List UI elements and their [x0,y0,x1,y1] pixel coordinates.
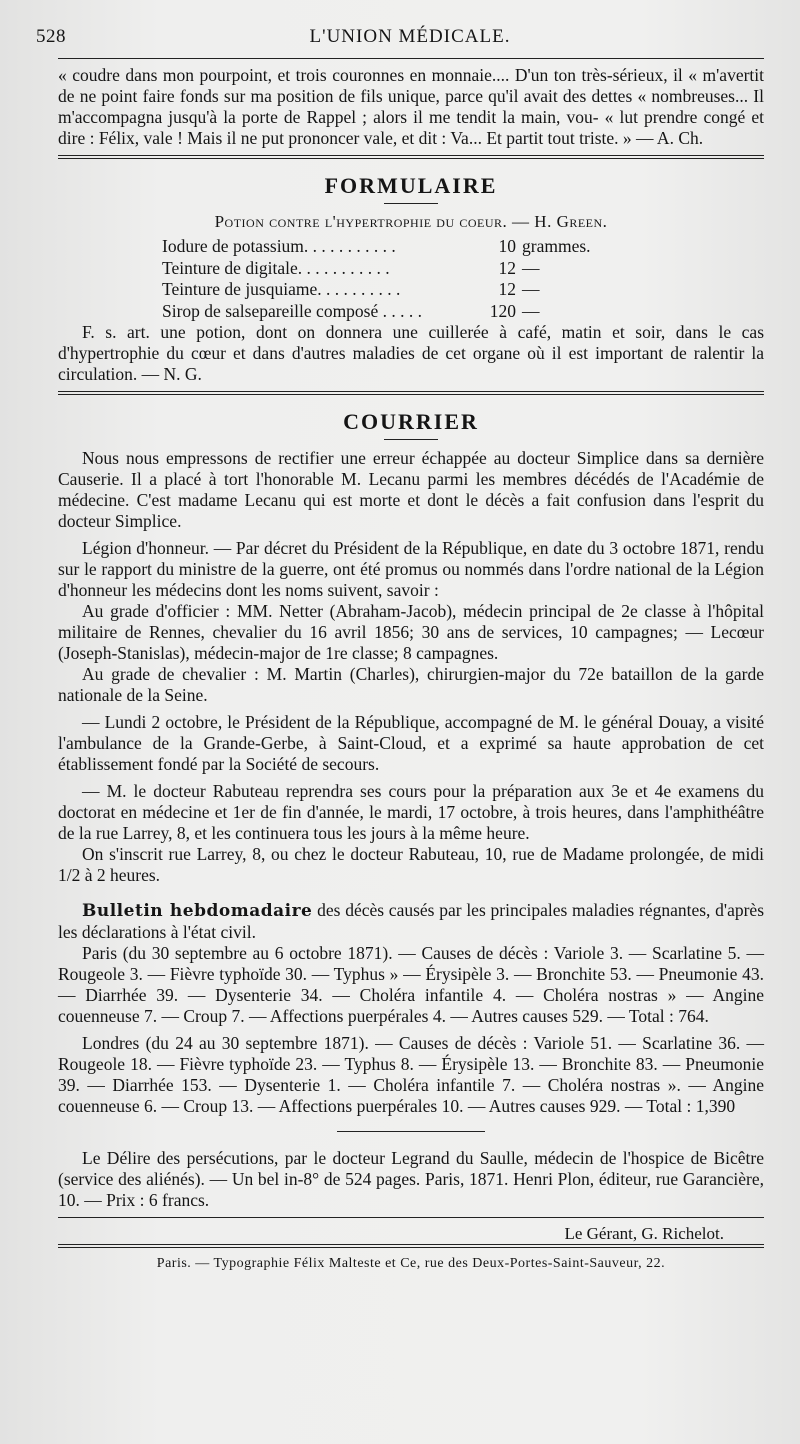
title-rule [384,439,438,440]
bulletin-londres: Londres (du 24 au 30 septembre 1871). — Causes de décès : Variole 51. — Scarlatine 36. — Rougeole 18. — Fièvre typhoïde 23. — Typhus 8. — Érysipèle 13. — Bronchite 83. — Pneumonie 39. — Diarrhée 153. — Dysenterie 1. — Choléra infantile 7. — Choléra nostras ». — Angine couenneuse 6. — Croup 13. — Affections puerpérales 10. — Autres causes 929. — Total : 1,390 [58,1033,764,1116]
bulletin-intro-text: des décès causés par les principales maladies régnantes, d'après les déclarations à l'état civil. [58,900,764,942]
footer-double-rule [58,1244,764,1248]
formulaire-instructions: F. s. art. une potion, dont on donnera une cuillerée à café, matin et soir, dans le cas d'hypertrophie du cœur et dans d'autres maladies de cet organe où il est important de ralentir la circulation. — N. G. [58,322,764,384]
bulletin-paris: Paris (du 30 septembre au 6 octobre 1871). — Causes de décès : Variole 3. — Scarlatine 5. — Rougeole 3. — Fièvre typhoïde 30. — Typhus » — Érysipèle 3. — Bronchite 53. — Pneumonie 43. — Diarrhée 39. — Dysenterie 34. — Choléra infantile 4. — Choléra nostras » — Angine couenneuse 7. — Croup 7. — Affections puerpérales 4. — Autres causes 529. — Total : 764. [58,943,764,1026]
courrier-paragraph: Au grade d'officier : MM. Netter (Abraham-Jacob), médecin principal de 2e classe à l'hôpital militaire de Rennes, chevalier du 16 avril 1856; 30 ans de services, 10 campagnes; — Lecœur (Joseph-Stanislas), médecin-major de 1re classe; 8 campagnes. [58,601,764,663]
formulaire-title: FORMULAIRE [324,173,498,198]
courrier-paragraph: — Lundi 2 octobre, le Président de la République, accompagné de M. le général Douay, a visité l'ambulance de la Grande-Gerbe, à Saint-Cloud, et a exprimé sa haute approbation de cet établissement fondé par la Société de secours. [58,712,764,774]
courrier-paragraph: — M. le docteur Rabuteau reprendra ses cours pour la préparation aux 3e et 4e examens du doctorat en médecine et 1er de fin d'année, le mardi, 17 octobre, à trois heures, dans l'amphithéâtre de la rue Larrey, 8, et les continuera tous les jours à la même heure. [58,781,764,843]
courrier-paragraph: Au grade de chevalier : M. Martin (Charles), chirurgien-major du 72e bataillon de la garde nationale de la Seine. [58,664,764,705]
ingredient-list [162,236,622,322]
ingredient-qty: 12 [498,257,516,278]
courrier-title: COURRIER [343,409,479,434]
ingredient-qty: 12 [498,279,516,299]
separator-rule [337,1131,485,1132]
title-rule [384,203,438,204]
ingredient-qty: 120 [489,300,516,321]
ingredient-name: Teinture de digitale. . . . . . . . . . . [162,257,390,278]
bulletin-label: Bulletin hebdomadaire [82,901,313,921]
page-header [36,26,764,58]
ingredient-row [162,236,622,258]
bulletin-section [58,900,764,1117]
courrier-section [58,409,764,886]
courrier-paragraph: On s'inscrit rue Larrey, 8, ou chez le docteur Rabuteau, 10, rue de Madame prolongée, de midi 1/2 à 2 heures. [58,844,764,885]
section-rule [58,155,764,159]
ingredient-row [162,279,622,301]
ingredient-qty: 10 [498,236,516,256]
ingredient-name: Teinture de jusquiame. . . . . . . . . . [162,279,401,299]
section-rule [58,391,764,395]
ingredient-unit: — [522,279,540,299]
formulaire-section [58,173,764,385]
ingredient-row [162,258,622,280]
footer-rule [58,1217,764,1218]
ingredient-unit: — [522,257,540,278]
page-number: 528 [36,26,66,47]
formulaire-subtitle: Potion contre l'hypertrophie du coeur. — H. Green. [214,212,608,231]
intro-quote: « coudre dans mon pourpoint, et trois couronnes en monnaie.... D'un ton très-sérieux, il « m'avertit de ne point faire fonds sur ma position de fils unique, parce qu'il avait des dettes « nombreuses... Il m'accompagna jusqu'à la porte de Rappel ; alors il me tendit la main, vou- « lut prendre congé et dire : Félix, vale ! Mais il ne put prononcer vale, et dit : Va... Et partit tout triste. » — A. Ch. [58,65,764,148]
ingredient-row [162,301,622,323]
courrier-paragraph: Nous nous empressons de rectifier une erreur échappée au docteur Simplice dans sa dernière Causerie. Il a placé à tort l'honorable M. Lecanu parmi les membres décédés de l'Académie de médecine. C'est madame Lecanu qui est morte et dont le décès a fait confusion dans l'esprit du docteur Simplice. [58,448,764,531]
courrier-paragraph: Légion d'honneur. — Par décret du Président de la République, en date du 3 octobre 1871, rendu sur le rapport du ministre de la guerre, ont été promus ou nommés dans l'ordre national de la Légion d'honneur les médecins dont les noms suivent, savoir : [58,538,764,600]
journal-title: L'UNION MÉDICALE. [309,26,511,47]
gerant-signature: Le Gérant, G. Richelot. [564,1224,724,1243]
ingredient-unit: — [522,300,540,321]
bulletin-intro [58,900,764,943]
printer-imprint: Paris. — Typographie Félix Malteste et Ce, rue des Deux-Portes-Saint-Sauveur, 22. [156,1256,666,1271]
book-notice: Le Délire des persécutions, par le docteur Legrand du Saulle, médecin de l'hospice de Bicêtre (service des aliénés). — Un bel in-8° de 524 pages. Paris, 1871. Henri Plon, éditeur, rue Garancière, 10. — Prix : 6 francs. [58,1148,764,1210]
ingredient-unit: grammes. [522,236,591,256]
ingredient-name: Sirop de salsepareille composé . . . . . [162,300,423,321]
ingredient-name: Iodure de potassium. . . . . . . . . . . [162,236,396,256]
